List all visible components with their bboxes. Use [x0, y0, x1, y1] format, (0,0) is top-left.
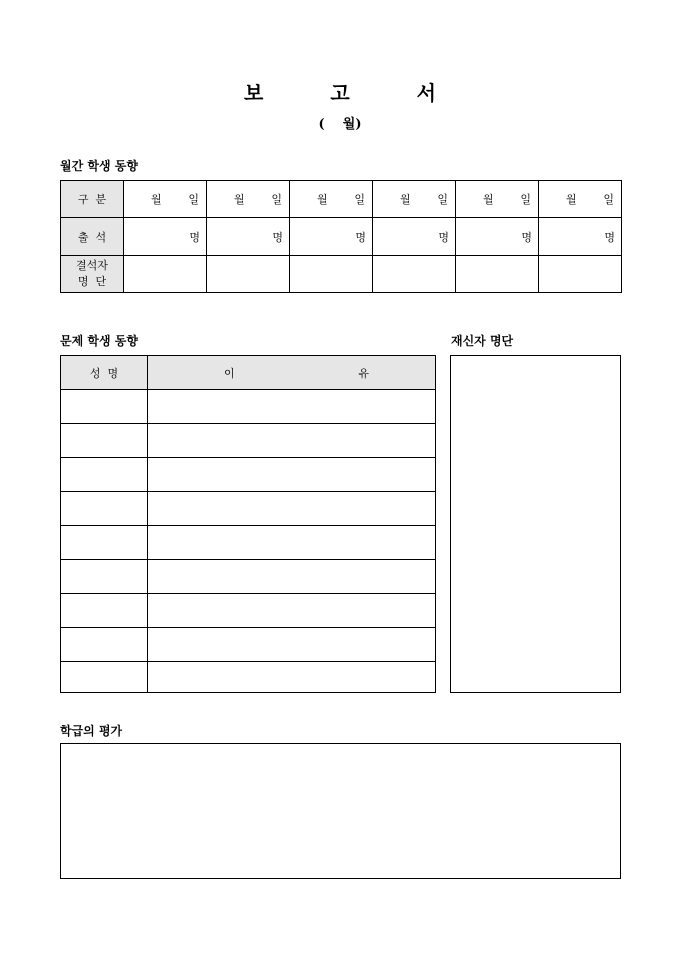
reason-cell[interactable] — [148, 492, 436, 526]
reason-header-a: 이 — [224, 366, 235, 380]
absent-header — [61, 256, 124, 293]
evaluation-box[interactable] — [60, 743, 621, 879]
month-label: 월 — [483, 193, 494, 206]
monthly-table — [60, 180, 622, 293]
day-label: 일 — [603, 193, 614, 206]
day-label: 일 — [354, 193, 365, 206]
problem-table — [60, 355, 436, 693]
monthly-section-title: 월간 학생 동향 — [60, 159, 138, 173]
day-label: 일 — [188, 193, 199, 206]
attendance-cell[interactable]: 명 — [539, 218, 622, 256]
attendance-cell[interactable]: 명 — [456, 218, 539, 256]
transfer-section-title: 재신자 명단 — [451, 334, 514, 348]
problem-row — [61, 662, 436, 693]
date-cell[interactable] — [373, 181, 456, 218]
reason-column-header — [148, 356, 436, 390]
name-cell[interactable] — [61, 628, 148, 662]
name-cell[interactable] — [61, 424, 148, 458]
name-cell[interactable] — [61, 526, 148, 560]
reason-cell[interactable] — [148, 390, 436, 424]
problem-row — [61, 458, 436, 492]
absent-header-line2: 명 단 — [77, 275, 107, 288]
name-cell[interactable] — [61, 594, 148, 628]
name-cell[interactable] — [61, 458, 148, 492]
day-label: 일 — [271, 193, 282, 206]
absent-cell[interactable] — [373, 256, 456, 293]
absent-cell[interactable] — [124, 256, 207, 293]
month-label: 월 — [151, 193, 162, 206]
reason-cell[interactable] — [148, 662, 436, 693]
reason-cell[interactable] — [148, 628, 436, 662]
attendance-row — [61, 218, 622, 256]
name-column-header: 성 명 — [61, 356, 148, 390]
transfer-list-box[interactable] — [450, 355, 621, 693]
attendance-cell[interactable]: 명 — [124, 218, 207, 256]
date-cell[interactable] — [290, 181, 373, 218]
month-label: 월 — [317, 193, 328, 206]
date-cell[interactable] — [539, 181, 622, 218]
problem-row — [61, 526, 436, 560]
month-label: 월 — [566, 193, 577, 206]
category-header: 구 분 — [61, 181, 124, 218]
name-cell[interactable] — [61, 662, 148, 693]
problem-section-title: 문제 학생 동향 — [60, 334, 138, 348]
attendance-cell[interactable]: 명 — [290, 218, 373, 256]
attendance-cell[interactable]: 명 — [207, 218, 290, 256]
absent-cell[interactable] — [456, 256, 539, 293]
problem-row — [61, 492, 436, 526]
problem-row — [61, 628, 436, 662]
date-row — [61, 181, 622, 218]
attendance-cell[interactable]: 명 — [373, 218, 456, 256]
absent-header-line1: 결석자 — [76, 259, 108, 272]
month-label: 월 — [234, 193, 245, 206]
problem-row — [61, 594, 436, 628]
day-label: 일 — [437, 193, 448, 206]
reason-cell[interactable] — [148, 458, 436, 492]
problem-header-row — [61, 356, 436, 390]
absent-cell[interactable] — [207, 256, 290, 293]
date-cell[interactable] — [207, 181, 290, 218]
reason-cell[interactable] — [148, 560, 436, 594]
name-cell[interactable] — [61, 560, 148, 594]
month-label: 월 — [400, 193, 411, 206]
date-cell[interactable] — [124, 181, 207, 218]
reason-header-b: 유 — [358, 366, 369, 380]
attendance-header: 출 석 — [61, 218, 124, 256]
problem-row — [61, 424, 436, 458]
page-title: 보 고 서 — [244, 81, 466, 105]
absent-cell[interactable] — [290, 256, 373, 293]
date-cell[interactable] — [456, 181, 539, 218]
absent-row — [61, 256, 622, 293]
name-cell[interactable] — [61, 390, 148, 424]
day-label: 일 — [520, 193, 531, 206]
reason-cell[interactable] — [148, 526, 436, 560]
name-cell[interactable] — [61, 492, 148, 526]
reason-cell[interactable] — [148, 424, 436, 458]
absent-cell[interactable] — [539, 256, 622, 293]
problem-row — [61, 560, 436, 594]
evaluation-section-title: 학급의 평가 — [60, 724, 123, 738]
problem-row — [61, 390, 436, 424]
reason-cell[interactable] — [148, 594, 436, 628]
page-subtitle: ( 월) — [318, 117, 362, 132]
